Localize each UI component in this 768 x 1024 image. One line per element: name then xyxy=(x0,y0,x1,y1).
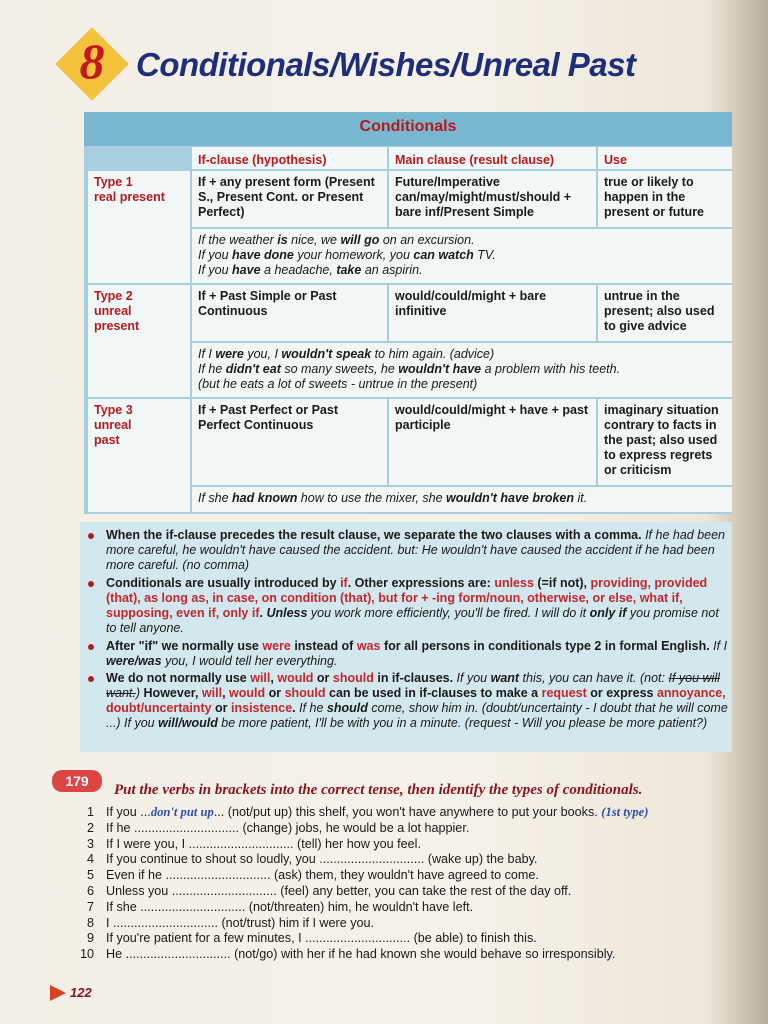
header-main-clause: Main clause (result clause) xyxy=(389,147,596,169)
type1-examples xyxy=(192,229,732,283)
note-text xyxy=(106,671,730,731)
chapter-number: 8 xyxy=(79,33,105,89)
note-fragment: only if xyxy=(589,606,627,620)
page-arrow-icon xyxy=(50,985,66,1001)
note-fragment: If you will want. xyxy=(106,671,720,700)
exercise-item: 3 If I were you, I .............................. (tell) her how you feel. xyxy=(86,836,421,851)
type2-main-clause: would/could/might + bare infinitive xyxy=(389,285,596,341)
usage-notes xyxy=(80,522,732,752)
bullet-icon xyxy=(88,644,94,650)
type2-line2: unreal xyxy=(94,304,132,318)
note-fragment: was xyxy=(356,639,381,653)
note-fragment: . xyxy=(292,701,300,715)
type2-label xyxy=(88,285,190,397)
exercise-item: 4 If you continue to shout so loudly, you .............................. (wake up) the baby. xyxy=(86,852,538,867)
exercise-number: 179 xyxy=(52,770,102,792)
note-fragment: annoyance, doubt/uncertainty xyxy=(106,686,726,715)
example-line: If you have a headache, take an aspirin. xyxy=(198,263,423,277)
exercise-items xyxy=(76,805,736,963)
note-fragment: Conditionals are usually introduced by xyxy=(106,576,341,590)
page-title: Conditionals/Wishes/Unreal Past xyxy=(136,46,636,83)
note-fragment: . Other expressions are: xyxy=(347,576,495,590)
note-fragment: , xyxy=(270,671,278,685)
note-fragment: Unless xyxy=(266,606,308,620)
note-text xyxy=(106,639,730,669)
chapter-badge xyxy=(58,30,128,100)
type1-use: true or likely to happen in the present or future xyxy=(598,171,732,227)
exercise-item: 1 If you ...don't put up... (not/put up) this shelf, you won't have anywhere to put your books. (1st type) xyxy=(86,805,649,819)
note-fragment: come, show him in. (doubt/uncertainty - I doubt that he will come ...) If you xyxy=(106,701,728,730)
bullet-icon xyxy=(88,581,94,587)
note-fragment: should xyxy=(332,671,374,685)
note-fragment: We do not normally use xyxy=(106,671,251,685)
note-fragment: in if-clauses. xyxy=(373,671,457,685)
type1-if-clause: If + any present form (Present S., Present Cont. or Present Perfect) xyxy=(192,171,387,227)
example-line: If she had known how to use the mixer, she wouldn't have broken it. xyxy=(198,491,588,505)
note-text xyxy=(106,576,730,636)
note-fragment: would xyxy=(229,686,266,700)
note-fragment: However, xyxy=(143,686,202,700)
note-fragment: be more patient, I'll be with you in a minute. (request - Will you please be more patient?) xyxy=(217,716,708,730)
exercise-item: 9 If you're patient for a few minutes, I .............................. (be able) to finish this. xyxy=(86,931,537,946)
type1-line2: real present xyxy=(94,190,165,204)
exercise-item: 2 If he .............................. (change) jobs, he would be a lot happier. xyxy=(86,820,470,835)
type-tag: (1st type) xyxy=(601,805,649,819)
exercise-item: 7 If she .............................. (not/threaten) him, he wouldn't have left. xyxy=(86,899,474,914)
note-fragment: or express xyxy=(586,686,657,700)
note-fragment: . xyxy=(259,606,267,620)
table-title-bar xyxy=(84,112,732,146)
table-title: Conditionals xyxy=(359,118,457,135)
type3-line2: unreal xyxy=(94,418,132,432)
note-fragment: When the if-clause precedes the result clause, we separate the two clauses with a comma. xyxy=(106,528,646,542)
example-line: If he didn't eat so many sweets, he wouldn't have a problem with his teeth. xyxy=(198,362,621,376)
bullet-icon xyxy=(88,676,94,682)
type1-main-clause: Future/Imperative can/may/might/must/should + bare inf/Present Simple xyxy=(389,171,596,227)
note-fragment: were xyxy=(262,639,291,653)
note-text xyxy=(106,528,730,573)
header-if-clause: If-clause (hypothesis) xyxy=(192,147,387,169)
example-line: If you have done your homework, you can watch TV. xyxy=(198,248,496,262)
example-line: If I were you, I wouldn't speak to him again. (advice) xyxy=(198,347,495,361)
note-fragment: should xyxy=(284,686,326,700)
type2-use: untrue in the present; also used to give advice xyxy=(598,285,732,341)
answer-text: don't put up xyxy=(150,805,214,819)
type3-if-clause: If + Past Perfect or Past Perfect Continuous xyxy=(192,399,387,485)
type3-line1: Type 3 xyxy=(94,403,133,417)
note-fragment: or xyxy=(265,686,285,700)
note-fragment: will/would xyxy=(158,716,218,730)
example-line: If the weather is nice, we will go on an excursion. xyxy=(198,233,475,247)
type3-examples xyxy=(192,487,732,512)
note-fragment: , xyxy=(222,686,230,700)
note-fragment: will xyxy=(201,686,223,700)
exercise-item: 8 I .............................. (not/trust) him if I were you. xyxy=(86,915,375,930)
bullet-icon xyxy=(88,533,94,539)
note-fragment: request xyxy=(541,686,587,700)
note-fragment: If he had been more careful, he wouldn't have caused the accident. but: He wouldn't have caused the accident if he had been more careful. (no comma) xyxy=(106,528,726,572)
exercise-item: 6 Unless you .............................. (feel) any better, you can take the rest of the day off. xyxy=(86,883,572,898)
note-fragment: for all persons in conditionals type 2 in formal English. xyxy=(380,639,714,653)
type2-line1: Type 2 xyxy=(94,289,133,303)
exercise-instruction: Put the verbs in brackets into the correct tense, then identify the types of conditionals. xyxy=(114,782,643,798)
note-fragment: you work more efficiently, you'll be fired. I will do it xyxy=(307,606,590,620)
note-fragment: If he xyxy=(299,701,327,715)
note-fragment: If you xyxy=(456,671,491,685)
type3-main-clause: would/could/might + have + past participle xyxy=(389,399,596,485)
note-fragment: if xyxy=(340,576,348,590)
note-fragment: After "if" we normally use xyxy=(106,639,263,653)
note-fragment: should xyxy=(326,701,368,715)
type3-use: imaginary situation contrary to facts in the past; also used to express regrets or criticism xyxy=(598,399,732,485)
note-fragment: (=if not), xyxy=(533,576,591,590)
example-line: (but he eats a lot of sweets - untrue in the present) xyxy=(198,377,478,391)
note-fragment: instead of xyxy=(290,639,357,653)
note-fragment: or xyxy=(211,701,232,715)
note-fragment: this, you can have it. (not: xyxy=(519,671,669,685)
note-fragment: were/was xyxy=(106,654,162,668)
exercise-header xyxy=(52,770,732,798)
note-fragment: If I xyxy=(713,639,728,653)
type2-if-clause: If + Past Simple or Past Continuous xyxy=(192,285,387,341)
note-fragment: or xyxy=(313,671,333,685)
header-use: Use xyxy=(598,147,732,169)
type2-line3: present xyxy=(94,319,140,333)
note-fragment: want xyxy=(490,671,520,685)
note-fragment: you promise not to tell anyone. xyxy=(106,606,719,635)
note-fragment: ) xyxy=(135,686,144,700)
note-fragment: providing, provided (that), as long as, in case, on condition (that), but for + -ing form/noun, otherwise, or else, what if, supposing, even if, only if xyxy=(106,576,708,620)
type3-line3: past xyxy=(94,433,120,447)
note-fragment: will xyxy=(250,671,271,685)
exercise-item: 10 He .............................. (not/go) with her if he had known she would behave so irresponsibly. xyxy=(79,947,616,962)
note-fragment: insistence xyxy=(231,701,293,715)
note-fragment: unless xyxy=(494,576,534,590)
page-number-text: 122 xyxy=(70,985,92,1000)
exercise-item: 5 Even if he .............................. (ask) them, they wouldn't have agreed to come. xyxy=(86,868,539,883)
type1-label xyxy=(88,171,190,283)
note-fragment: would xyxy=(277,671,314,685)
note-fragment: you, I would tell her everything. xyxy=(161,654,338,668)
note-fragment: can be used in if-clauses to make a xyxy=(325,686,542,700)
type2-examples xyxy=(192,343,732,397)
conditionals-table xyxy=(84,112,732,514)
type3-label xyxy=(88,399,190,512)
type1-line1: Type 1 xyxy=(94,175,133,189)
